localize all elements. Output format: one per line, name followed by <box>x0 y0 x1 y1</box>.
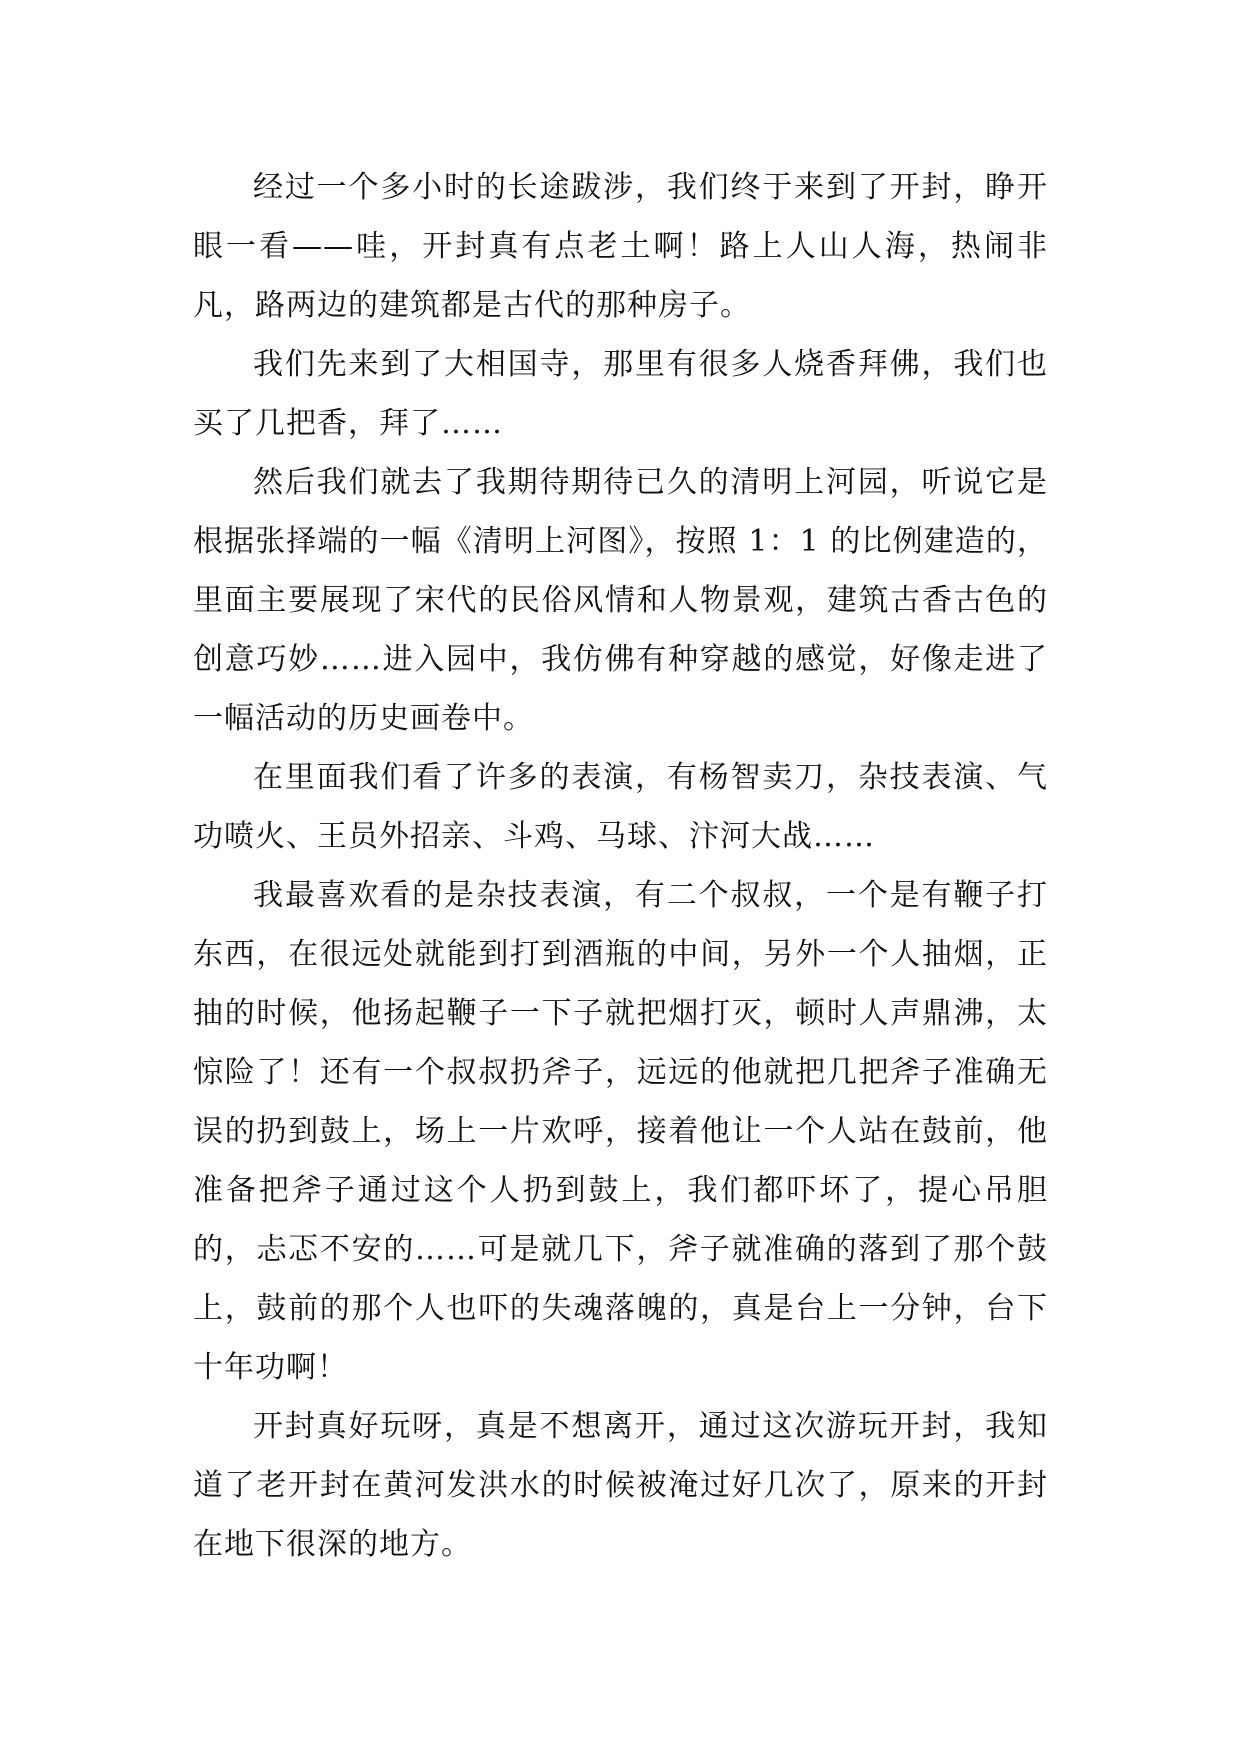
paragraph: 我最喜欢看的是杂技表演，有二个叔叔，一个是有鞭子打东西，在很远处就能到打到酒瓶的中间，另外一个人抽烟，正抽的时候，他扬起鞭子一下子就把烟打灭，顿时人声鼎沸，太惊险了！还有一个叔叔扔斧子，远远的他就把几把斧子准确无误的扔到鼓上，场上一片欢呼，接着他让一个人站在鼓前，他准备把斧子通过这个人扔到鼓上，我们都吓坏了，提心吊胆的，忐忑不安的……可是就几下，斧子就准确的落到了那个鼓上，鼓前的那个人也吓的失魂落魄的，真是台上一分钟，台下十年功啊！ <box>193 878 1048 1385</box>
paragraph: 开封真好玩呀，真是不想离开，通过这次游玩开封，我知道了老开封在黄河发洪水的时候被淹过好几次了，原来的开封在地下很深的地方。 <box>193 1409 1048 1562</box>
document-page <box>193 158 1048 1574</box>
paragraph: 经过一个多小时的长途跋涉，我们终于来到了开封，睁开眼一看——哇，开封真有点老土啊！路上人山人海，热闹非凡，路两边的建筑都是古代的那种房子。 <box>193 170 1048 323</box>
paragraph: 然后我们就去了我期待期待已久的清明上河园，听说它是根据张择端的一幅《清明上河图》，按照 1：1 的比例建造的，里面主要展现了宋代的民俗风情和人物景观，建筑古香古色的创意巧妙……进入园中，我仿佛有种穿越的感觉，好像走进了一幅活动的历史画卷中。 <box>193 465 1048 736</box>
paragraph: 在里面我们看了许多的表演，有杨智卖刀，杂技表演、气功喷火、王员外招亲、斗鸡、马球、汴河大战…… <box>193 760 1048 854</box>
paragraph: 我们先来到了大相国寺，那里有很多人烧香拜佛，我们也买了几把香，拜了…… <box>193 347 1048 441</box>
